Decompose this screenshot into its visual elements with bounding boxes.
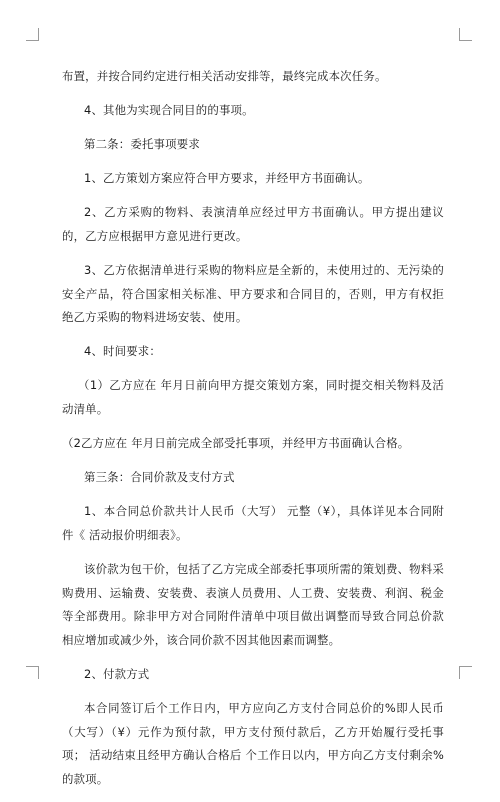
- paragraph-payment-terms: 本合同签订后个工作日内，甲方应向乙方支付合同总价的%即人民币（大写）（¥）元作为预付款，甲方支付预付款后，乙方开始履行受托事项； 活动结束且经甲方确认合格后 个工作日以内，甲方向乙方支付剩余%的款项。: [62, 700, 444, 786]
- paragraph-requirement-2: 2、乙方采购的物料、表演清单应经过甲方书面确认。甲方提出建议的，乙方应根据甲方意见进行更改。: [62, 205, 444, 243]
- paragraph-time-1: （1）乙方应在 年月日前向甲方提交策划方案，同时提交相关物料及活动清单。: [62, 378, 444, 417]
- paragraph-payment-method: 2、付款方式: [84, 666, 150, 681]
- paragraph-requirement-3: 3、乙方依据清单进行采购的物料应是全新的，未使用过的、无污染的安全产品，符合国家相关标准、甲方要求和合同目的，否则，甲方有权拒绝乙方采购的物料进场安装、使用。: [62, 263, 444, 325]
- paragraph-time-2: （2乙方应在 年月日前完成全部受托事项，并经甲方书面确认合格。: [62, 436, 410, 451]
- paragraph-price-1: 1、本合同总价款共计人民币（大写） 元整（¥），具体详见本合同附件《 活动报价明细表》。: [62, 504, 444, 542]
- corner-mark-top-left: [26, 28, 39, 41]
- paragraph-continuation: 布置，并按合同约定进行相关活动安排等，最终完成本次任务。: [62, 69, 387, 83]
- section-heading-article-2: 第二条：委托事项要求: [84, 137, 200, 152]
- paragraph-time-requirements: 4、时间要求：: [84, 344, 161, 359]
- paragraph-requirement-1: 1、乙方策划方案应符合甲方要求，并经甲方书面确认。: [84, 171, 370, 186]
- corner-mark-top-right: [459, 28, 472, 41]
- section-heading-article-3: 第三条：合同价款及支付方式: [84, 470, 235, 485]
- paragraph-item-4: 4、其他为实现合同目的的事项。: [84, 103, 254, 118]
- paragraph-price-details: 该价款为包干价，包括了乙方完成全部委托事项所需的策划费、物料采购费用、运输费、安装费、表演人员费用、人工费、安装费、利润、税金等全部费用。除非甲方对合同附件清单中项目做出调整而导致合同总价款相应增加或减少外，该合同价款不因其他因素而调整。: [62, 562, 444, 647]
- corner-mark-bottom-right: [459, 666, 472, 679]
- document-body: [62, 65, 444, 802]
- corner-mark-bottom-left: [26, 666, 39, 679]
